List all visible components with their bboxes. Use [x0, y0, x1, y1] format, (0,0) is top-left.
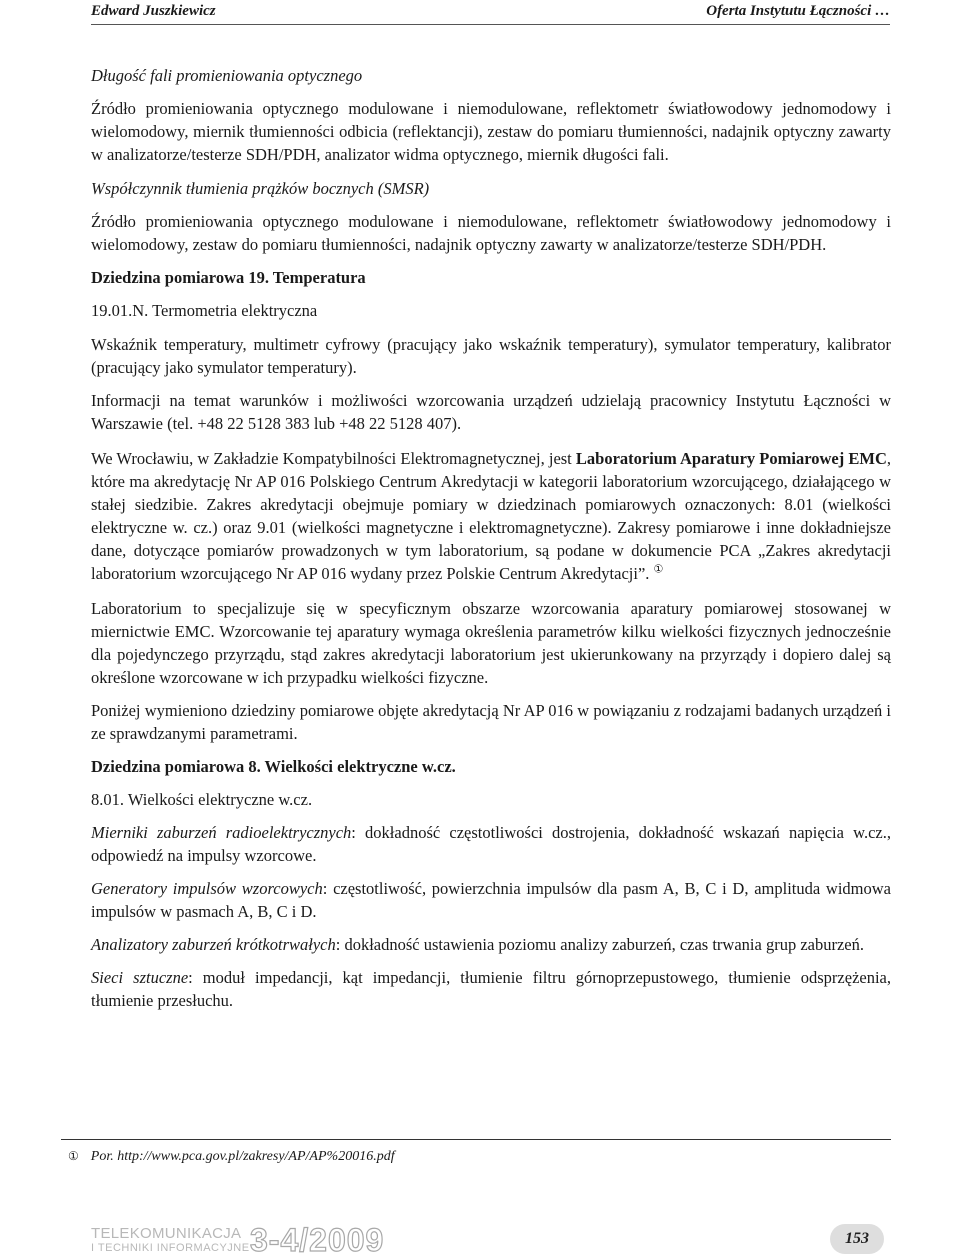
- page-number-badge: 153: [830, 1224, 884, 1254]
- paragraph-contact-info: Informacji na temat warunków i możliwości wzorcowania urządzeń udzielają pracownicy Instytutu Łączności w Warszawie (tel. +48 22 5128 383 lub +48 22 5128 407).: [91, 391, 891, 433]
- item-emi-meters: [91, 821, 891, 867]
- footnote-text[interactable]: Por. http://www.pca.gov.pl/zakresy/AP/AP%20016.pdf: [90, 1149, 395, 1164]
- paragraph-smsr: Źródło promieniowania optycznego modulowane i niemodulowane, reflektometr światłowodowy jednomodowy i wielomodowy, zestaw do pomiaru tłumienności, nadajnik optyczny zawarty w analizatorze/testerze SDH/PDH.: [91, 212, 891, 254]
- item-term: Mierniki zaburzeń radioelektrycznych: [91, 823, 352, 842]
- item-term: Sieci sztuczne: [91, 968, 189, 987]
- page-footer: [0, 1220, 960, 1256]
- item-text: : moduł impedancji, kąt impedancji, tłumienie filtru górnoprzepustowego, tłumienie odsprzężenia, tłumienie przesłuchu.: [91, 968, 891, 1010]
- journal-logo: [91, 1227, 250, 1255]
- footnote: [68, 1149, 395, 1165]
- wroclaw-text-end: , które ma akredytację Nr AP 016 Polskiego Centrum Akredytacji w kategorii laboratorium wzorcującego, działającego w stałej siedzibie. Zakres akredytacji obejmuje pomiary w dziedzinach pomiarowych oznaczonych: 8.01 (wielkości elektryczne w. cz.) oraz 9.01 (wielkości magnetyczne i elektromagnetyczne). Zakresy pomiarowe i inne dokładniejsze dane, dotyczące pomiarów prowadzonych w tym laboratorium, są podane w dokumencie PCA „Zakres akredytacji laboratorium wzorcującego Nr AP 016 wydany przez Polskie Centrum Akredytacji”.: [91, 449, 891, 583]
- heading-smsr: Współczynnik tłumienia prążków bocznych (SMSR): [91, 179, 430, 198]
- paragraph-thermometry: Wskaźnik temperatury, multimetr cyfrowy (pracujący jako wskaźnik temperatury), symulator temperatury, kalibrator (pracujący jako symulator temperatury).: [91, 335, 891, 377]
- header-rule: [91, 24, 890, 25]
- footnote-rule: [61, 1139, 891, 1140]
- journal-name-line2: I TECHNIKI INFORMACYJNE: [91, 1242, 250, 1254]
- page-header: [0, 0, 960, 28]
- paragraph-lab-specialization: Laboratorium to specjalizuje się w specyficznym obszarze wzorcowania aparatury pomiarowej stosowanej w miernictwie EMC. Wzorcowanie tej aparatury wymaga określenia parametrów kilku wielkości fizycznych jednocześnie dla pojedynczego przyrządu, stąd zakres akredytacji laboratorium jest ukierunkowany na przyrządy i dopiero dalej są określone wzorcowane w ich przypadku wielkości fizyczne.: [91, 599, 891, 687]
- item-term: Generatory impulsów wzorcowych: [91, 879, 323, 898]
- running-head-author: Edward Juszkiewicz: [91, 3, 216, 19]
- heading-domain-8: Dziedzina pomiarowa 8. Wielkości elektryczne w.cz.: [91, 757, 456, 776]
- item-pulse-generators: [91, 877, 891, 923]
- paragraph-domains-intro: Poniżej wymieniono dziedziny pomiarowe objęte akredytacją Nr AP 016 w powiązaniu z rodzajami badanych urządzeń i ze sprawdzanymi parametrami.: [91, 701, 891, 743]
- wroclaw-text-start: We Wrocławiu, w Zakładzie Kompatybilności Elektromagnetycznej, jest: [91, 449, 576, 468]
- lab-name: Laboratorium Aparatury Pomiarowej EMC: [575, 449, 887, 468]
- issue-number: 3-4/2009: [250, 1222, 385, 1258]
- item-text: : dokładność częstotliwości dostrojenia, dokładność wskazań napięcia w.cz., odpowiedź na impulsy wzorcowe.: [91, 823, 891, 865]
- heading-wavelength: Długość fali promieniowania optycznego: [91, 66, 363, 85]
- paragraph-wroclaw-lab: [91, 447, 891, 585]
- heading-19-01: 19.01.N. Termometria elektryczna: [91, 301, 318, 320]
- item-artificial-networks: [91, 966, 891, 1012]
- footnote-mark: ①: [68, 1149, 79, 1163]
- footnote-reference[interactable]: ①: [653, 563, 664, 576]
- item-text: : dokładność ustawienia poziomu analizy zaburzeń, czas trwania grup zaburzeń.: [335, 935, 864, 954]
- item-click-analyzers: [91, 933, 891, 956]
- item-text: : częstotliwość, powierzchnia impulsów dla pasm A, B, C i D, amplituda widmowa impulsów w pasmach A, B, C i D.: [91, 879, 891, 921]
- article-body: [91, 64, 891, 1012]
- journal-name-line1: TELEKOMUNIKACJA: [91, 1225, 242, 1242]
- heading-domain-19: Dziedzina pomiarowa 19. Temperatura: [91, 268, 366, 287]
- paragraph-wavelength: Źródło promieniowania optycznego modulowane i niemodulowane, reflektometr światłowodowy jednomodowy i wielomodowy, miernik tłumienności odbicia (reflektancji), zestaw do pomiaru tłumienności, nadajnik optyczny zawarty w analizatorze/testerze SDH/PDH, analizator widma optycznego, miernik długości fali.: [91, 99, 891, 164]
- running-head-title: Oferta Instytutu Łączności …: [706, 3, 890, 19]
- heading-8-01: 8.01. Wielkości elektryczne w.cz.: [91, 790, 313, 809]
- item-term: Analizatory zaburzeń krótkotrwałych: [91, 935, 336, 954]
